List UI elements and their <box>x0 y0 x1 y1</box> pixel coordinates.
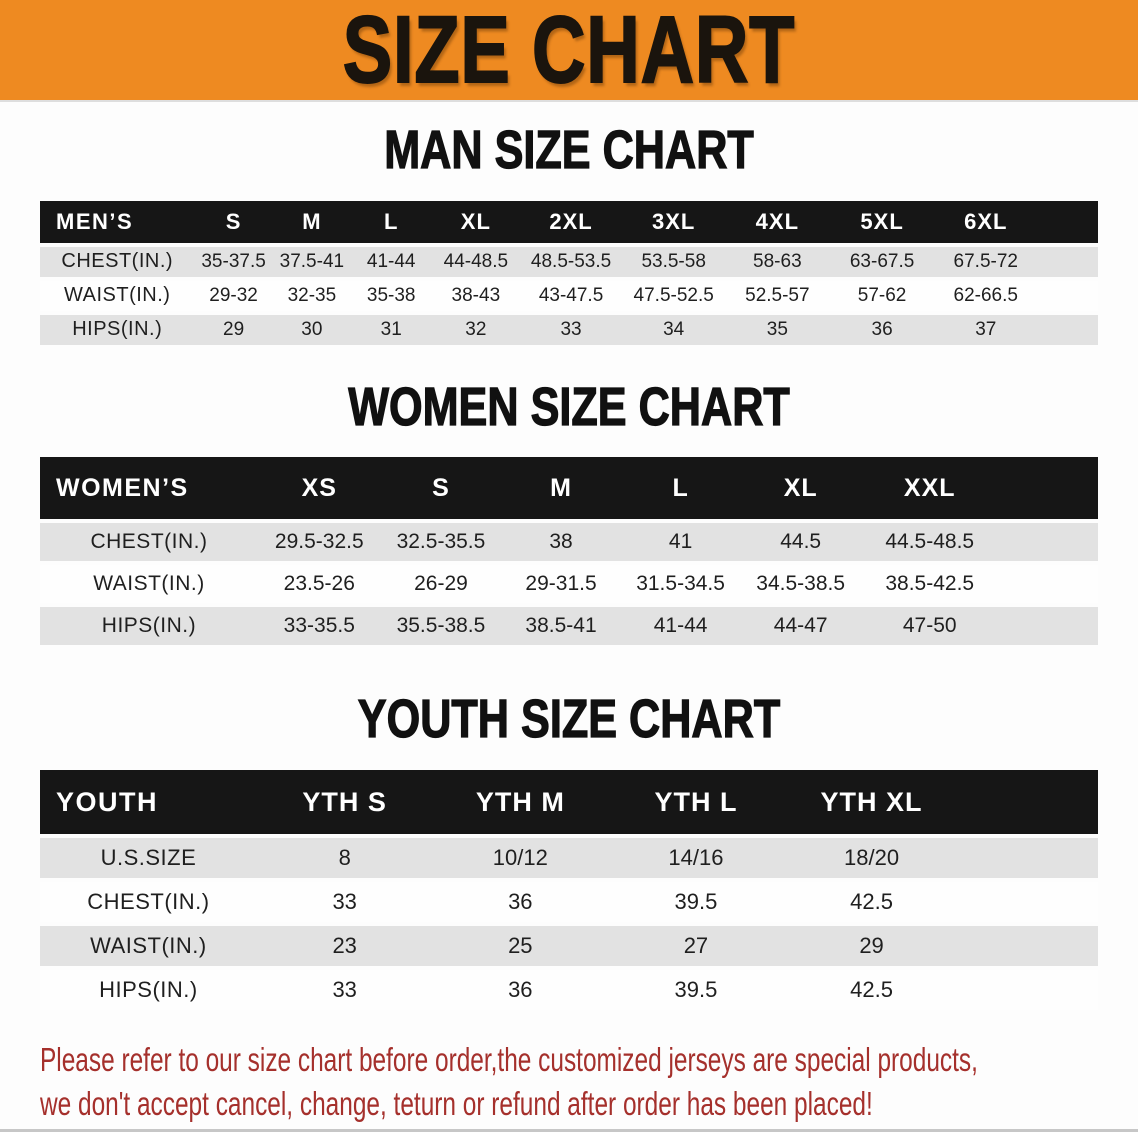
size-value-cell: 39.5 <box>608 970 784 1010</box>
size-value-cell: 52.5-57 <box>726 281 830 311</box>
row-label: WAIST(IN.) <box>40 926 257 966</box>
table-row <box>40 565 1098 603</box>
size-value-cell: 32 <box>431 315 520 345</box>
women-table-header-row <box>40 457 1098 519</box>
men-size-table-slot <box>0 197 1138 349</box>
size-value-cell: 27 <box>608 926 784 966</box>
size-value-cell: 39.5 <box>608 882 784 922</box>
size-value-cell: 33 <box>257 882 433 922</box>
size-column-header: 4XL <box>726 201 830 243</box>
spacer-cell <box>999 523 1099 561</box>
women-table-category-label: WOMEN’S <box>40 457 258 519</box>
size-value-cell: 42.5 <box>784 882 960 922</box>
size-value-cell: 62-66.5 <box>935 281 1037 311</box>
size-value-cell: 42.5 <box>784 970 960 1010</box>
size-value-cell: 23.5-26 <box>258 565 381 603</box>
disclaimer <box>0 1038 1138 1126</box>
men-table-header-row <box>40 201 1098 243</box>
table-row <box>40 882 1098 922</box>
size-value-cell: 44.5 <box>740 523 861 561</box>
size-value-cell: 33 <box>257 970 433 1010</box>
size-column-header: YTH M <box>433 770 609 834</box>
women-section-heading <box>0 376 1138 437</box>
size-value-cell: 29 <box>784 926 960 966</box>
size-column-header: 3XL <box>622 201 726 243</box>
table-row <box>40 523 1098 561</box>
spacer-cell <box>1037 281 1098 311</box>
spacer-cell <box>1037 247 1098 277</box>
row-label: U.S.SIZE <box>40 838 257 878</box>
row-label: WAIST(IN.) <box>40 565 258 603</box>
size-value-cell: 63-67.5 <box>829 247 935 277</box>
youth-table-category-label: YOUTH <box>40 770 257 834</box>
size-column-header: M <box>501 457 621 519</box>
women-size-table <box>40 453 1098 649</box>
spacer-cell <box>999 607 1099 645</box>
size-value-cell: 57-62 <box>829 281 935 311</box>
size-value-cell: 31 <box>351 315 431 345</box>
size-value-cell: 58-63 <box>726 247 830 277</box>
size-value-cell: 35.5-38.5 <box>381 607 502 645</box>
size-value-cell: 47.5-52.5 <box>622 281 726 311</box>
size-value-cell: 10/12 <box>433 838 609 878</box>
page-title-text: SIZE CHART <box>342 0 796 103</box>
size-column-header: L <box>351 201 431 243</box>
size-value-cell: 23 <box>257 926 433 966</box>
size-value-cell: 48.5-53.5 <box>520 247 622 277</box>
youth-size-table-slot <box>0 766 1138 1014</box>
spacer-cell <box>959 770 1098 834</box>
size-value-cell: 41-44 <box>351 247 431 277</box>
spacer-cell <box>1037 201 1098 243</box>
table-row <box>40 970 1098 1010</box>
size-value-cell: 47-50 <box>861 607 999 645</box>
table-row <box>40 607 1098 645</box>
youth-section-heading <box>0 691 1138 748</box>
spacer-cell <box>959 926 1098 966</box>
table-row <box>40 281 1098 311</box>
row-label: HIPS(IN.) <box>40 315 194 345</box>
youth-table-header-row <box>40 770 1098 834</box>
size-value-cell: 44-47 <box>740 607 861 645</box>
size-column-header: YTH XL <box>784 770 960 834</box>
size-value-cell: 33 <box>520 315 622 345</box>
size-value-cell: 29.5-32.5 <box>258 523 381 561</box>
size-value-cell: 44.5-48.5 <box>861 523 999 561</box>
size-value-cell: 18/20 <box>784 838 960 878</box>
spacer-cell <box>999 565 1099 603</box>
size-value-cell: 36 <box>433 882 609 922</box>
size-value-cell: 35-38 <box>351 281 431 311</box>
size-value-cell: 35 <box>726 315 830 345</box>
size-column-header: XL <box>740 457 861 519</box>
size-column-header: 5XL <box>829 201 935 243</box>
size-value-cell: 31.5-34.5 <box>621 565 741 603</box>
men-section-heading <box>0 122 1138 179</box>
size-column-header: L <box>621 457 741 519</box>
row-label: CHEST(IN.) <box>40 882 257 922</box>
size-value-cell: 53.5-58 <box>622 247 726 277</box>
size-value-cell: 35-37.5 <box>194 247 272 277</box>
table-row <box>40 838 1098 878</box>
size-value-cell: 29-31.5 <box>501 565 621 603</box>
youth-size-table <box>40 766 1098 1014</box>
size-value-cell: 34.5-38.5 <box>740 565 861 603</box>
disclaimer-line-1: Please refer to our size chart before order,the customized jerseys are special products, <box>40 1041 978 1079</box>
size-value-cell: 8 <box>257 838 433 878</box>
size-value-cell: 36 <box>433 970 609 1010</box>
men-size-table <box>40 197 1098 349</box>
spacer-cell <box>999 457 1099 519</box>
size-column-header: 2XL <box>520 201 622 243</box>
row-label: CHEST(IN.) <box>40 247 194 277</box>
section-men <box>0 122 1138 349</box>
table-row <box>40 315 1098 345</box>
table-row <box>40 926 1098 966</box>
row-label: WAIST(IN.) <box>40 281 194 311</box>
size-value-cell: 38 <box>501 523 621 561</box>
spacer-cell <box>959 838 1098 878</box>
size-column-header: YTH L <box>608 770 784 834</box>
size-value-cell: 30 <box>273 315 351 345</box>
size-column-header: XS <box>258 457 381 519</box>
size-column-header: S <box>381 457 502 519</box>
table-row <box>40 247 1098 277</box>
men-section-heading-text: MAN SIZE CHART <box>384 120 754 180</box>
content <box>0 122 1138 1126</box>
row-label: HIPS(IN.) <box>40 970 257 1010</box>
spacer-cell <box>959 882 1098 922</box>
size-value-cell: 32-35 <box>273 281 351 311</box>
size-column-header: YTH S <box>257 770 433 834</box>
size-column-header: M <box>273 201 351 243</box>
size-column-header: XXL <box>861 457 999 519</box>
row-label: HIPS(IN.) <box>40 607 258 645</box>
youth-section-heading-text: YOUTH SIZE CHART <box>357 689 781 750</box>
size-value-cell: 38.5-41 <box>501 607 621 645</box>
size-value-cell: 38.5-42.5 <box>861 565 999 603</box>
banner <box>0 0 1138 103</box>
section-women <box>0 376 1138 650</box>
disclaimer-line-2: we don't accept cancel, change, teturn or refund after order has been placed! <box>40 1085 873 1123</box>
size-value-cell: 34 <box>622 315 726 345</box>
size-value-cell: 38-43 <box>431 281 520 311</box>
size-column-header: S <box>194 201 272 243</box>
size-value-cell: 37 <box>935 315 1037 345</box>
size-value-cell: 43-47.5 <box>520 281 622 311</box>
spacer-cell <box>959 970 1098 1010</box>
size-value-cell: 36 <box>829 315 935 345</box>
size-value-cell: 67.5-72 <box>935 247 1037 277</box>
size-value-cell: 14/16 <box>608 838 784 878</box>
women-section-heading-text: WOMEN SIZE CHART <box>348 376 790 437</box>
size-value-cell: 26-29 <box>381 565 502 603</box>
women-size-table-slot <box>0 453 1138 649</box>
size-value-cell: 44-48.5 <box>431 247 520 277</box>
row-label: CHEST(IN.) <box>40 523 258 561</box>
size-value-cell: 41-44 <box>621 607 741 645</box>
men-table-category-label: MEN’S <box>40 201 194 243</box>
size-value-cell: 37.5-41 <box>273 247 351 277</box>
size-value-cell: 29-32 <box>194 281 272 311</box>
size-value-cell: 25 <box>433 926 609 966</box>
size-column-header: 6XL <box>935 201 1037 243</box>
spacer-cell <box>1037 315 1098 345</box>
page-title <box>279 0 859 103</box>
size-value-cell: 29 <box>194 315 272 345</box>
section-youth <box>0 691 1138 1014</box>
size-column-header: XL <box>431 201 520 243</box>
size-value-cell: 41 <box>621 523 741 561</box>
size-value-cell: 33-35.5 <box>258 607 381 645</box>
size-value-cell: 32.5-35.5 <box>381 523 502 561</box>
